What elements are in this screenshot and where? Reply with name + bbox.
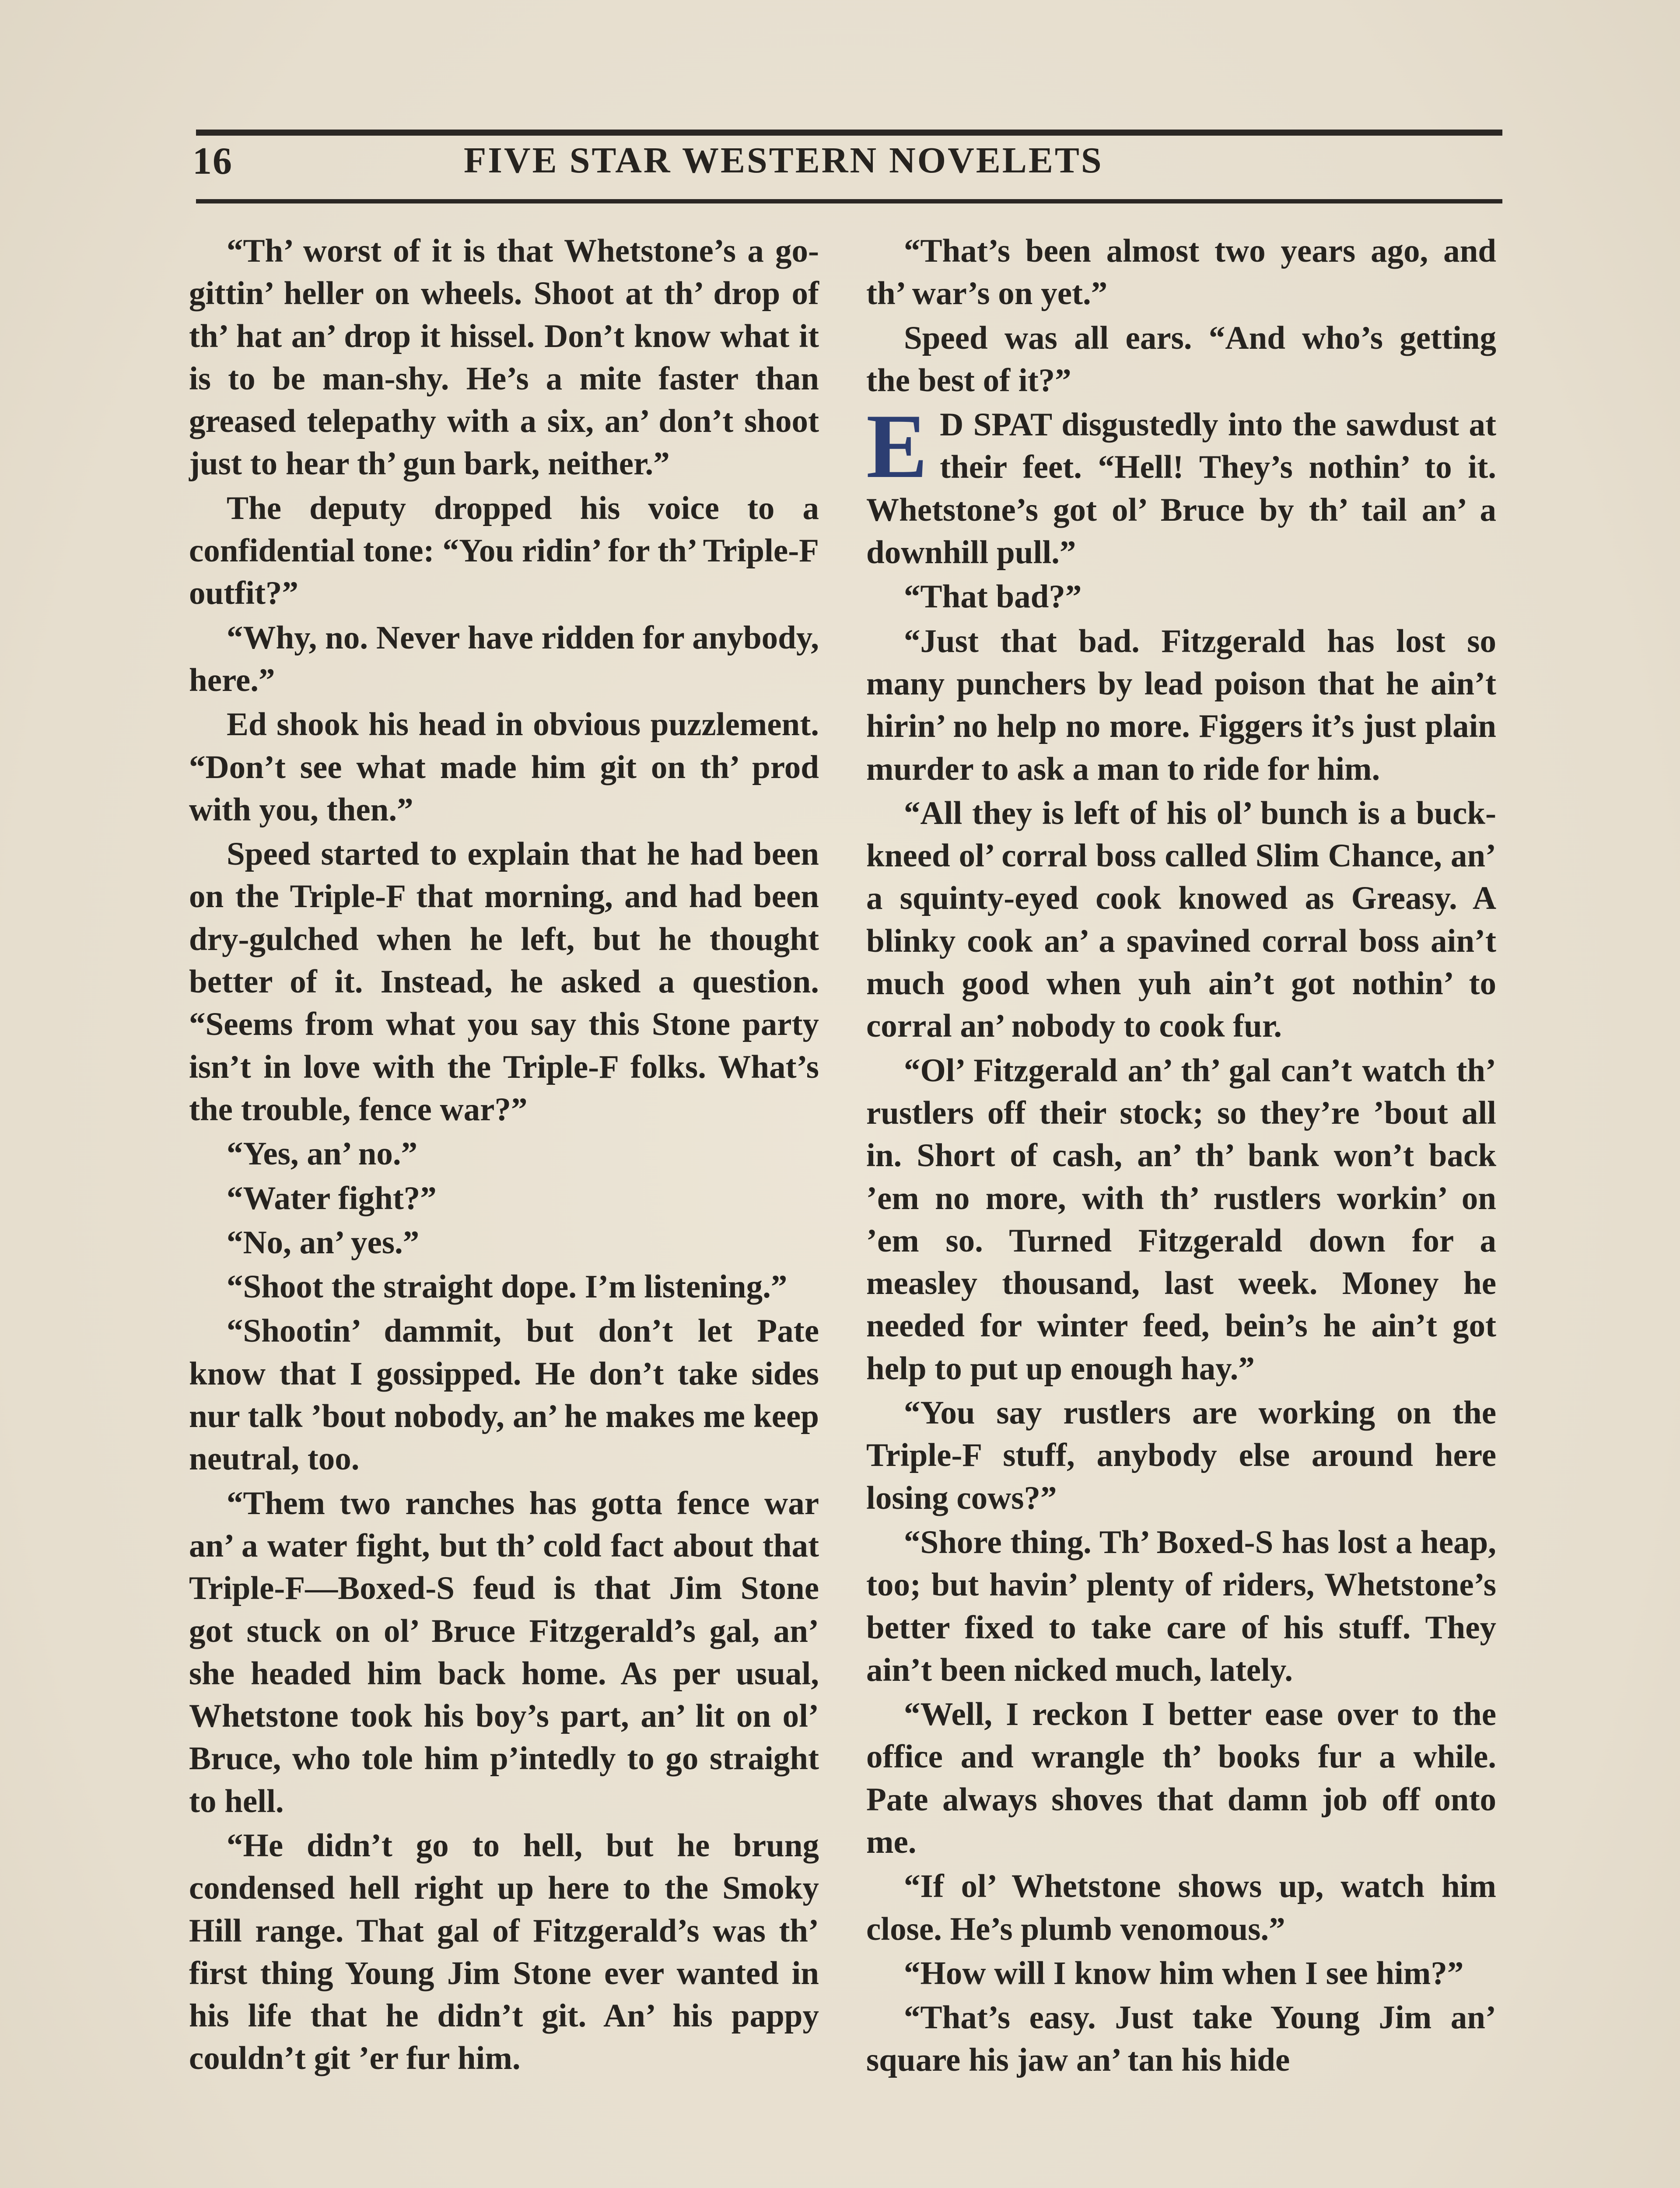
paragraph: Speed was all ears. “And who’s getting the best of it?” <box>866 319 1496 399</box>
paragraph: “Ol’ Fitzgerald an’ th’ gal can’t watch th’ rustlers off their stock; so they’re ’bout all in. Short of cash, an’ th’ bank won’t back ’em no more, with th’ rustlers workin’ on ’em so. Turned Fitzgerald down for a measley thousand, last week. Money he needed for winter feed, bein’s he ain’t got help to put up enough hay.” <box>866 1052 1496 1387</box>
paragraph: “He didn’t go to hell, but he brung condensed hell right up here to the Smoky Hill range. That gal of Fitzgerald’s was th’ first thing Young Jim Stone ever wanted in his life that he didn’t git. An’ his pappy couldn’t git ’er fur him. <box>189 1827 819 2077</box>
paragraph: “Shootin’ dammit, but don’t let Pate know that I gossipped. He don’t take sides nur talk ’bout nobody, an’ he makes me keep neutral, too. <box>189 1313 819 1477</box>
drop-cap-letter: E <box>866 396 928 498</box>
paragraph: “Yes, an’ no.” <box>227 1136 418 1172</box>
paragraph: “Water fight?” <box>227 1180 437 1217</box>
paragraph: “All they is left of his ol’ bunch is a buck-kneed ol’ corral boss called Slim Chance, an’ a squinty-eyed cook knowed as Greasy. A blinky cook an’ a spavined corral boss ain’t much good when yuh ain’t got nothin’ to corral an’ nobody to cook fur. <box>866 795 1496 1045</box>
running-title: FIVE STAR WESTERN NOVELETS <box>464 140 1103 181</box>
paragraph: “No, an’ yes.” <box>227 1224 420 1261</box>
right-text-column <box>866 230 1496 2083</box>
paragraph: “That’s been almost two years ago, and th’ war’s on yet.” <box>866 233 1496 312</box>
paragraph: “Just that bad. Fitzgerald has lost so many punchers by lead poison that he ain’t hirin’ no help no more. Figgers it’s just plain murder to ask a man to ride for him. <box>866 623 1496 787</box>
left-text-column <box>189 230 819 2082</box>
paragraph: “You say rustlers are working on the Triple-F stuff, anybody else around here losing cows?” <box>866 1395 1496 1516</box>
paragraph: “That bad?” <box>904 579 1082 615</box>
drop-cap-paragraph <box>866 396 1496 574</box>
paragraph: The deputy dropped his voice to a confidential tone: “You ridin’ for th’ Triple-F outfit?” <box>189 490 819 612</box>
paragraph: “That’s easy. Just take Young Jim an’ square his jaw an’ tan his hide <box>866 1999 1496 2079</box>
paragraph: “If ol’ Whetstone shows up, watch him close. He’s plumb venomous.” <box>866 1868 1496 1947</box>
paragraph: “Well, I reckon I better ease over to the office and wrangle th’ books fur a while. Pate always shoves that damn job off onto me. <box>866 1696 1496 1860</box>
paragraph: Ed shook his head in obvious puzzlement. “Don’t see what made him git on th’ prod with you, then.” <box>189 706 819 828</box>
paragraph: “Them two ranches has gotta fence war an’ a water fight, but th’ cold fact about that Triple-F—Boxed-S feud is that Jim Stone got stuck on ol’ Bruce Fitzgerald’s gal, an’ she headed him back home. As per usual, Whetstone took his boy’s part, an’ lit on ol’ Bruce, who tole him p’intedly to go straight to hell. <box>189 1485 819 1820</box>
drop-cap-paragraph-text: D SPAT disgustedly into the sawdust at their feet. “Hell! They’s nothin’ to it. Whetstone’s got ol’ Bruce by th’ tail an’ a downhill pull.” <box>866 407 1496 571</box>
paragraph: “Shoot the straight dope. I’m listening.” <box>227 1269 788 1305</box>
paragraph: “Shore thing. Th’ Boxed-S has lost a heap, too; but havin’ plenty of riders, Whetstone’s better fixed to take care of his stuff. They ain’t been nicked much, lately. <box>866 1524 1496 1688</box>
paragraph: Speed started to explain that he had been on the Triple-F that morning, and had been dry-gulched when he left, but he thought better of it. Instead, he asked a question. “Seems from what you say this Stone party isn’t in love with the Triple-F folks. What’s the trouble, fence war?” <box>189 836 819 1128</box>
header-top-rule <box>196 130 1502 136</box>
paragraph: “Th’ worst of it is that Whetstone’s a go-gittin’ heller on wheels. Shoot at th’ drop of th’ hat an’ drop it hissel. Don’t know what it is to be man-shy. He’s a mite faster than greased telepathy with a six, an’ don’t shoot just to hear th’ gun bark, neither.” <box>189 233 819 482</box>
header-bottom-rule <box>196 199 1502 203</box>
paragraph: “Why, no. Never have ridden for anybody, here.” <box>189 619 819 698</box>
page-number: 16 <box>192 140 233 182</box>
paragraph: “How will I know him when I see him?” <box>904 1955 1464 1992</box>
